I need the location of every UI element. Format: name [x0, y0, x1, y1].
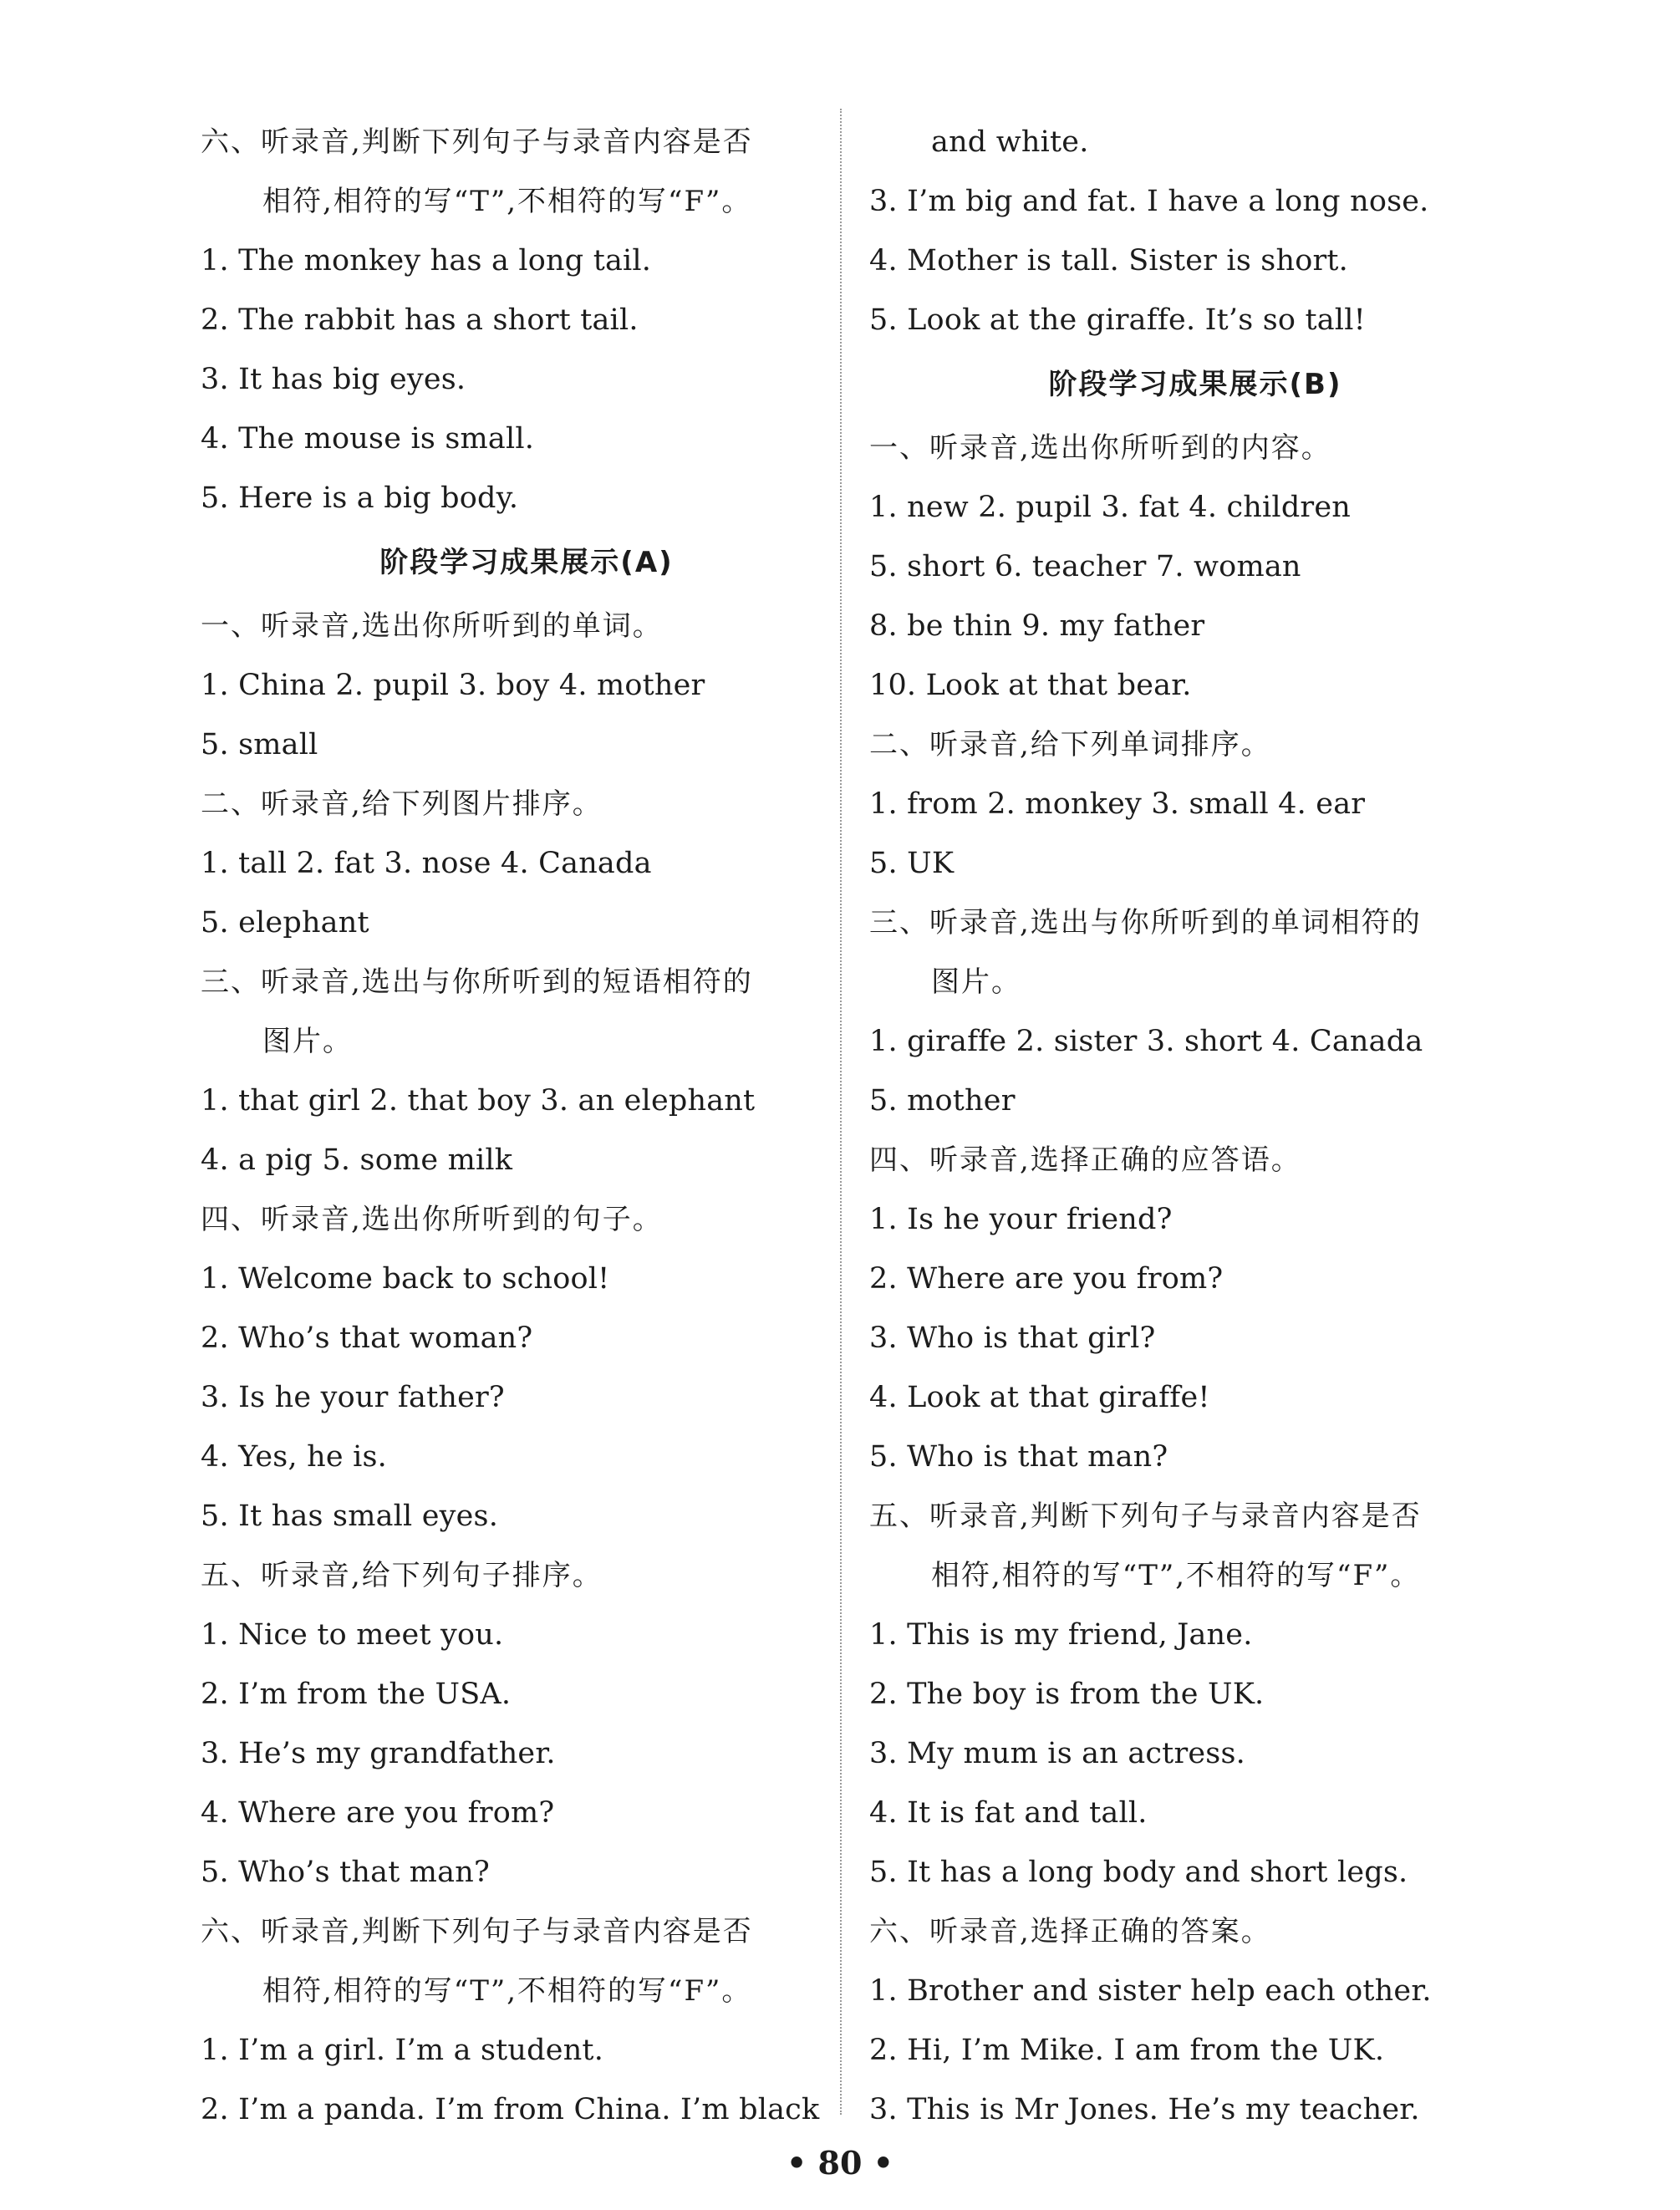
- left-column: [201, 113, 853, 2140]
- question-heading: 二、听录音,给下列图片排序。: [201, 787, 603, 821]
- list-item: 5. It has small eyes.: [201, 1500, 499, 1533]
- list-item: 5. Who is that man?: [869, 1440, 1168, 1474]
- list-item: 2. Where are you from?: [869, 1262, 1224, 1296]
- list-item-continued: and white.: [931, 125, 1089, 159]
- list-item: 10. Look at that bear.: [869, 669, 1192, 702]
- list-item: 4. It is fat and tall.: [869, 1796, 1148, 1830]
- list-item: 4. The mouse is small.: [201, 422, 535, 456]
- list-item: 2. Hi, I’m Mike. I am from the UK.: [869, 2034, 1385, 2067]
- list-item: 1. Welcome back to school!: [201, 1262, 610, 1296]
- list-item: 1. The monkey has a long tail.: [201, 244, 652, 278]
- list-item: 1. that girl 2. that boy 3. an elephant: [201, 1084, 756, 1118]
- list-item: 1. Brother and sister help each other.: [869, 1974, 1432, 2008]
- list-item: 2. The rabbit has a short tail.: [201, 303, 639, 337]
- list-item: 4. Where are you from?: [201, 1796, 555, 1830]
- list-item: 4. a pig 5. some milk: [201, 1143, 513, 1177]
- question-heading: 四、听录音,选择正确的应答语。: [869, 1143, 1301, 1177]
- list-item: 1. China 2. pupil 3. boy 4. mother: [201, 669, 705, 702]
- list-item: 2. I’m from the USA.: [201, 1678, 512, 1711]
- list-item: 5. small: [201, 728, 318, 761]
- list-item: 1. Is he your friend?: [869, 1203, 1173, 1236]
- list-item: 8. be thin 9. my father: [869, 609, 1205, 643]
- question-heading-continued: 相符,相符的写“T”,不相符的写“F”。: [931, 1559, 1421, 1592]
- question-heading-continued: 相符,相符的写“T”,不相符的写“F”。: [262, 185, 752, 218]
- question-heading-continued: 相符,相符的写“T”,不相符的写“F”。: [262, 1974, 752, 2008]
- list-item: 5. UK: [869, 847, 955, 880]
- question-heading: 六、听录音,选择正确的答案。: [869, 1915, 1271, 1948]
- list-item: 1. I’m a girl. I’m a student.: [201, 2034, 604, 2067]
- list-item: 3. This is Mr Jones. He’s my teacher.: [869, 2093, 1420, 2126]
- question-heading: 三、听录音,选出与你所听到的单词相符的: [869, 906, 1422, 940]
- question-heading: 一、听录音,选出你所听到的内容。: [869, 431, 1331, 465]
- list-item: 1. tall 2. fat 3. nose 4. Canada: [201, 847, 652, 880]
- list-item: 2. The boy is from the UK.: [869, 1678, 1265, 1711]
- section-title: 阶段学习成果展示(B): [1048, 368, 1342, 401]
- list-item: 3. My mum is an actress.: [869, 1737, 1245, 1770]
- list-item: 5. short 6. teacher 7. woman: [869, 550, 1301, 583]
- question-heading: 四、听录音,选出你所听到的句子。: [201, 1203, 663, 1236]
- list-item: 3. I’m big and fat. I have a long nose.: [869, 185, 1429, 218]
- list-item: 5. Look at the giraffe. It’s so tall!: [869, 303, 1366, 337]
- right-column: [869, 113, 1521, 2140]
- list-item: 5. Who’s that man?: [201, 1856, 490, 1889]
- question-heading: 二、听录音,给下列单词排序。: [869, 728, 1271, 761]
- list-item: 3. He’s my grandfather.: [201, 1737, 556, 1770]
- question-heading: 六、听录音,判断下列句子与录音内容是否: [201, 1915, 753, 1948]
- question-heading-continued: 图片。: [931, 965, 1021, 999]
- question-heading: 六、听录音,判断下列句子与录音内容是否: [201, 125, 753, 159]
- list-item: 3. Who is that girl?: [869, 1321, 1156, 1355]
- list-item: 2. I’m a panda. I’m from China. I’m black: [201, 2093, 820, 2126]
- question-heading-continued: 图片。: [262, 1025, 353, 1058]
- list-item: 1. giraffe 2. sister 3. short 4. Canada: [869, 1025, 1423, 1058]
- list-item: 5. Here is a big body.: [201, 481, 519, 515]
- question-heading: 一、听录音,选出你所听到的单词。: [201, 609, 663, 643]
- list-item: 3. It has big eyes.: [201, 363, 466, 396]
- page-number: • 80 •: [787, 2144, 893, 2182]
- list-item: 5. elephant: [201, 906, 369, 940]
- list-item: 4. Yes, he is.: [201, 1440, 387, 1474]
- list-item: 4. Mother is tall. Sister is short.: [869, 244, 1348, 278]
- list-item: 1. This is my friend, Jane.: [869, 1618, 1253, 1652]
- list-item: 3. Is he your father?: [201, 1381, 505, 1414]
- list-item: 1. new 2. pupil 3. fat 4. children: [869, 491, 1352, 524]
- question-heading: 五、听录音,判断下列句子与录音内容是否: [869, 1500, 1422, 1533]
- section-title: 阶段学习成果展示(A): [379, 546, 674, 579]
- list-item: 4. Look at that giraffe!: [869, 1381, 1210, 1414]
- list-item: 5. It has a long body and short legs.: [869, 1856, 1408, 1889]
- list-item: 1. Nice to meet you.: [201, 1618, 504, 1652]
- question-heading: 三、听录音,选出与你所听到的短语相符的: [201, 965, 753, 999]
- list-item: 1. from 2. monkey 3. small 4. ear: [869, 787, 1366, 821]
- question-heading: 五、听录音,给下列句子排序。: [201, 1559, 603, 1592]
- list-item: 2. Who’s that woman?: [201, 1321, 533, 1355]
- list-item: 5. mother: [869, 1084, 1016, 1118]
